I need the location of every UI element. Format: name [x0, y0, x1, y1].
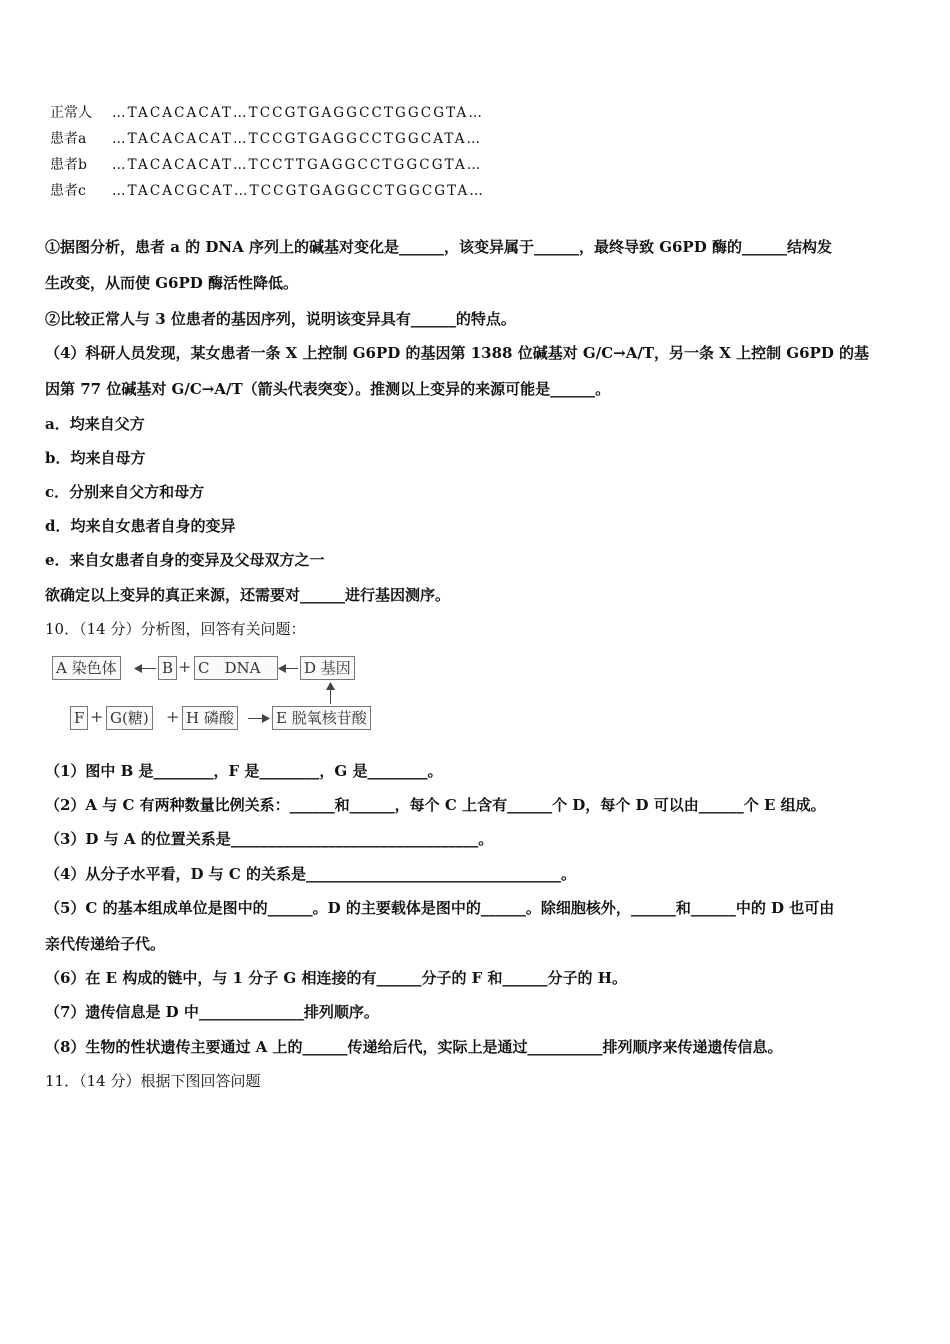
concept-diagram — [52, 652, 392, 732]
sequence-dna: …TACACACAT…TCCTTGAGGCCTGGCGTA… — [112, 157, 483, 173]
q9-part4-line1: （4）科研人员发现，某女患者一条 X 上控制 G6PD 的基因第 1388 位碱基对 G/C→A/T，另一条 X 上控制 G6PD 的基 — [45, 344, 870, 362]
plus-sign: + — [178, 657, 192, 676]
diagram-box-g: G(糖) — [106, 706, 153, 730]
arrow-up-icon — [326, 682, 335, 690]
q9-option-e: e．来自女患者自身的变异及父母双方之一 — [45, 551, 325, 569]
sequence-label: 患者a — [50, 131, 87, 147]
sequence-row — [50, 178, 485, 204]
diagram-box-b: B — [158, 656, 177, 680]
q9-option-d: d．均来自女患者自身的变异 — [45, 517, 236, 535]
arrow-head-icon — [278, 664, 286, 673]
plus-sign: + — [90, 707, 104, 726]
q10-item-1: （1）图中 B 是________，F 是________，G 是________。 — [45, 762, 443, 780]
sequence-label: 患者b — [50, 157, 87, 173]
q10-item-4: （4）从分子水平看，D 与 C 的关系是__________________________________。 — [45, 865, 577, 883]
diagram-box-d: D 基因 — [300, 656, 355, 680]
q11-header: 11．（14 分）根据下图回答问题 — [45, 1072, 261, 1090]
arrow-right-icon — [262, 714, 270, 723]
sequence-label: 正常人 — [50, 105, 92, 121]
sequence-row — [50, 100, 485, 126]
sequence-dna: …TACACACAT…TCCGTGAGGCCTGGCGTA… — [112, 105, 484, 121]
q9-option-a: a．均来自父方 — [45, 415, 145, 433]
q9-part4-line2: 因第 77 位碱基对 G/C→A/T（箭头代表突变）。推测以上变异的来源可能是______。 — [45, 380, 611, 398]
q10-item-8: （8）生物的性状遗传主要通过 A 上的______传递给后代，实际上是通过__________排列顺序来传递遗传信息。 — [45, 1038, 783, 1056]
sequence-row — [50, 152, 485, 178]
q10-item-3: （3）D 与 A 的位置关系是_________________________________。 — [45, 830, 494, 848]
q10-header: 10．（14 分）分析图，回答有关问题： — [45, 620, 306, 638]
sequence-dna: …TACACGCAT…TCCGTGAGGCCTGGCGTA… — [112, 183, 485, 199]
diagram-box-h: H 磷酸 — [182, 706, 238, 730]
q10-item-5-line1: （5）C 的基本组成单位是图中的______。D 的主要载体是图中的______。除细胞核外，______和______中的 D 也可由 — [45, 899, 835, 917]
arrow-head-icon — [134, 664, 142, 673]
q9-part1-line1: ①据图分析，患者 a 的 DNA 序列上的碱基对变化是______，该变异属于______，最终导致 G6PD 酶的______结构发 — [45, 238, 832, 256]
sequence-dna: …TACACACAT…TCCGTGAGGCCTGGCATA… — [112, 131, 483, 147]
diagram-box-c: C DNA — [194, 656, 278, 680]
q9-part1-line2: 生改变，从而使 G6PD 酶活性降低。 — [45, 274, 298, 292]
diagram-box-f: F — [70, 706, 88, 730]
q9-part2: ②比较正常人与 3 位患者的基因序列，说明该变异具有______的特点。 — [45, 310, 516, 328]
q9-final: 欲确定以上变异的真正来源，还需要对______进行基因测序。 — [45, 586, 451, 604]
sequence-row — [50, 126, 485, 152]
q10-item-2: （2）A 与 C 有两种数量比例关系：______和______，每个 C 上含有______个 D，每个 D 可以由______个 E 组成。 — [45, 796, 826, 814]
plus-sign: + — [166, 707, 180, 726]
q9-option-c: c．分别来自父方和母方 — [45, 483, 205, 501]
q9-option-b: b．均来自母方 — [45, 449, 146, 467]
diagram-box-e: E 脱氧核苷酸 — [272, 706, 371, 730]
sequence-table — [50, 100, 485, 204]
q10-item-6: （6）在 E 构成的链中，与 1 分子 G 相连接的有______分子的 F 和______分子的 H。 — [45, 969, 627, 987]
q10-item-5-line2: 亲代传递给子代。 — [45, 935, 166, 953]
sequence-label: 患者c — [50, 183, 86, 199]
q10-item-7: （7）遗传信息是 D 中______________排列顺序。 — [45, 1003, 379, 1021]
diagram-box-a: A 染色体 — [52, 656, 121, 680]
